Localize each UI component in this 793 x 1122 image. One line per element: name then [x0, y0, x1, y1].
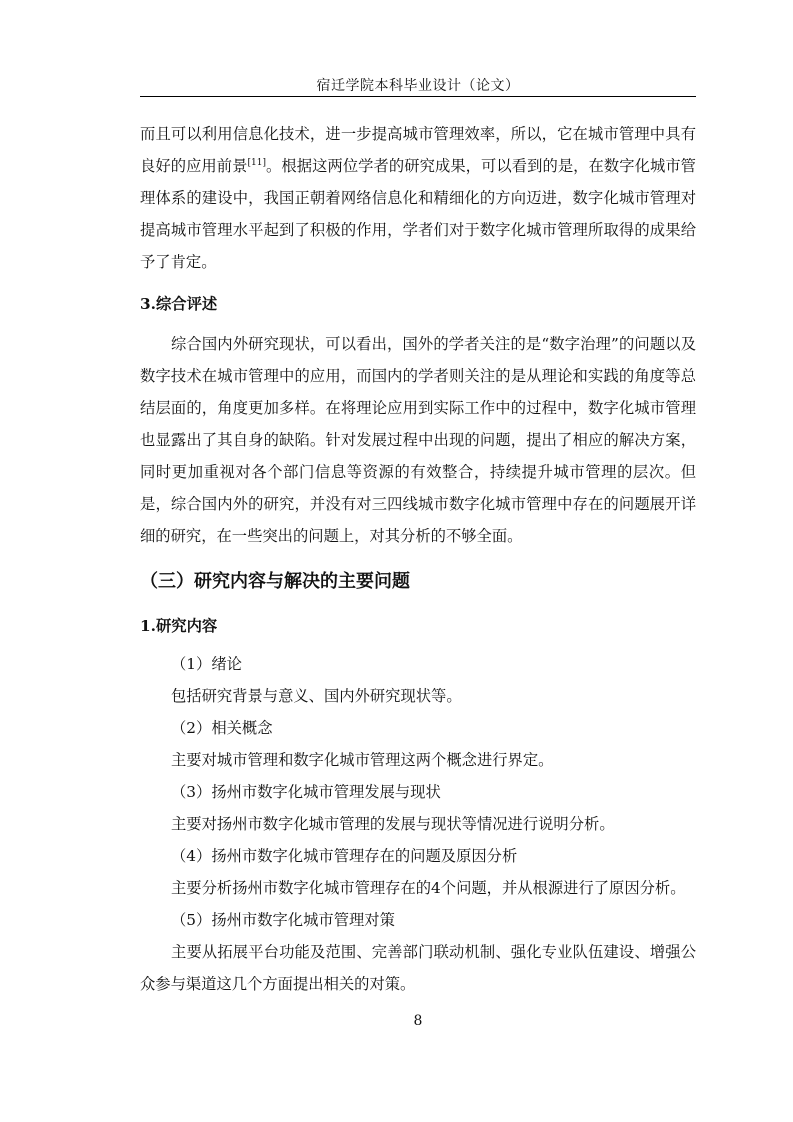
paragraph-text-a: 而且可以利用信息化技术，进一步提高城市管理效率，所以，它在城市管理中具有良好的应用前景	[140, 125, 696, 175]
section-heading-summary: 3.综合评述	[140, 295, 218, 313]
page-number: 8	[413, 1013, 423, 1029]
list-item-title: （1）绪论	[171, 655, 242, 673]
header-rule	[140, 96, 696, 97]
citation-superscript: [11]	[247, 158, 266, 168]
list-item-title: （2）相关概念	[171, 719, 273, 737]
chapter-heading: （三）研究内容与解决的主要问题	[140, 571, 410, 592]
page-body	[140, 118, 696, 1000]
paragraph-continued	[140, 118, 696, 278]
list-item-title: （5）扬州市数字化城市管理对策	[171, 911, 395, 929]
list-item-title: （3）扬州市数字化城市管理发展与现状	[171, 783, 441, 801]
paragraph-text-b: 。根据这两位学者的研究成果，可以看到的是，在数字化城市管理体系的建设中，我国正朝着网络信息化和精细化的方向迈进，数字化城市管理对提高城市管理水平起到了积极的作用，学者们对于数字化城市管理所取得的成果给予了肯定。	[140, 157, 696, 271]
list-item-desc: 主要从拓展平台功能及范围、完善部门联动机制、强化专业队伍建设、增强公众参与渠道这几个方面提出相关的对策。	[140, 943, 696, 993]
list-item-desc: 主要对城市管理和数字化城市管理这两个概念进行界定。	[171, 751, 554, 769]
section-heading-research-content: 1.研究内容	[140, 617, 218, 635]
paragraph-summary: 综合国内外研究现状，可以看出，国外的学者关注的是“数字治理”的问题以及数字技术在城市管理中的应用，而国内的学者则关注的是从理论和实践的角度等总结层面的，角度更加多样。在将理论应用到实际工作中的过程中，数字化城市管理也显露出了其自身的缺陷。针对发展过程中出现的问题，提出了相应的解决方案，同时更加重视对各个部门信息等资源的有效整合，持续提升城市管理的层次。但是，综合国内外的研究，并没有对三四线城市数字化城市管理中存在的问题展开详细的研究，在一些突出的问题上，对其分析的不够全面。	[140, 335, 696, 545]
running-header: 宿迁学院本科毕业设计（论文）	[316, 78, 520, 94]
research-content-list	[140, 648, 696, 1000]
list-item-desc: 主要对扬州市数字化城市管理的发展与现状等情况进行说明分析。	[171, 815, 615, 833]
list-item-desc: 包括研究背景与意义、国内外研究现状等。	[171, 687, 462, 705]
list-item-title: （4）扬州市数字化城市管理存在的问题及原因分析	[171, 847, 518, 865]
list-item-desc: 主要分析扬州市数字化城市管理存在的4个问题，并从根源进行了原因分析。	[171, 879, 686, 897]
